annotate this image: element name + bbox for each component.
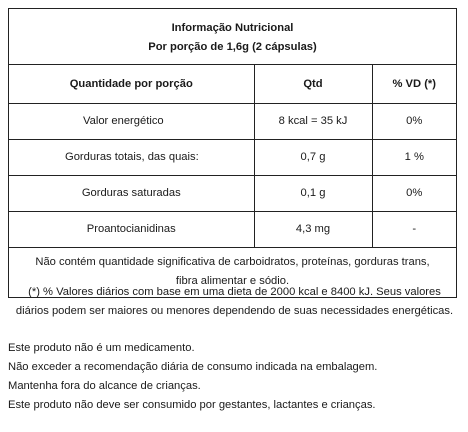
nutrient-name: Gorduras saturadas xyxy=(9,175,254,211)
column-header-quantity: Quantidade por porção xyxy=(9,65,254,103)
nutrient-name: Proantocianidinas xyxy=(9,211,254,247)
warning-line: Mantenha fora do alcance de crianças. xyxy=(8,380,201,392)
daily-value-note: (*) % Valores diários com base em uma dieta de 2000 kcal e 8400 kJ. Seus valores diários podem ser maiores ou menores dependendo de suas necessidades energéticas. xyxy=(15,286,454,317)
column-header-qtd: Qtd xyxy=(254,65,372,103)
nutrient-name: Gorduras totais, das quais: xyxy=(9,139,254,175)
nutrition-facts-panel xyxy=(8,8,457,298)
warnings-list xyxy=(8,339,377,415)
nutrition-header xyxy=(9,9,456,65)
table-row xyxy=(9,103,456,139)
nutrient-qtd: 8 kcal = 35 kJ xyxy=(254,103,372,139)
table-row xyxy=(9,211,456,247)
nutrition-title: Informação Nutricional xyxy=(171,22,294,34)
table-header-row xyxy=(9,65,456,103)
warning-line: Este produto não é um medicamento. xyxy=(8,342,195,354)
table-footnote: Não contém quantidade significativa de carboidratos, proteínas, gorduras trans, fibra alimentar e sódio. xyxy=(35,255,430,287)
table-row xyxy=(9,175,456,211)
portion-size: Por porção de 1,6g (2 cápsulas) xyxy=(148,41,317,53)
nutrient-qtd: 0,7 g xyxy=(254,139,372,175)
nutrient-vd: - xyxy=(372,211,456,247)
warning-line: Este produto não deve ser consumido por gestantes, lactantes e crianças. xyxy=(8,399,376,411)
nutrient-qtd: 0,1 g xyxy=(254,175,372,211)
table-row xyxy=(9,139,456,175)
warning-line: Não exceder a recomendação diária de consumo indicada na embalagem. xyxy=(8,361,378,373)
nutrition-table xyxy=(9,65,456,248)
nutrient-name: Valor energético xyxy=(9,103,254,139)
column-header-vd: % VD (*) xyxy=(372,65,456,103)
nutrient-vd: 0% xyxy=(372,175,456,211)
nutrient-vd: 1 % xyxy=(372,139,456,175)
nutrient-vd: 0% xyxy=(372,103,456,139)
nutrient-qtd: 4,3 mg xyxy=(254,211,372,247)
